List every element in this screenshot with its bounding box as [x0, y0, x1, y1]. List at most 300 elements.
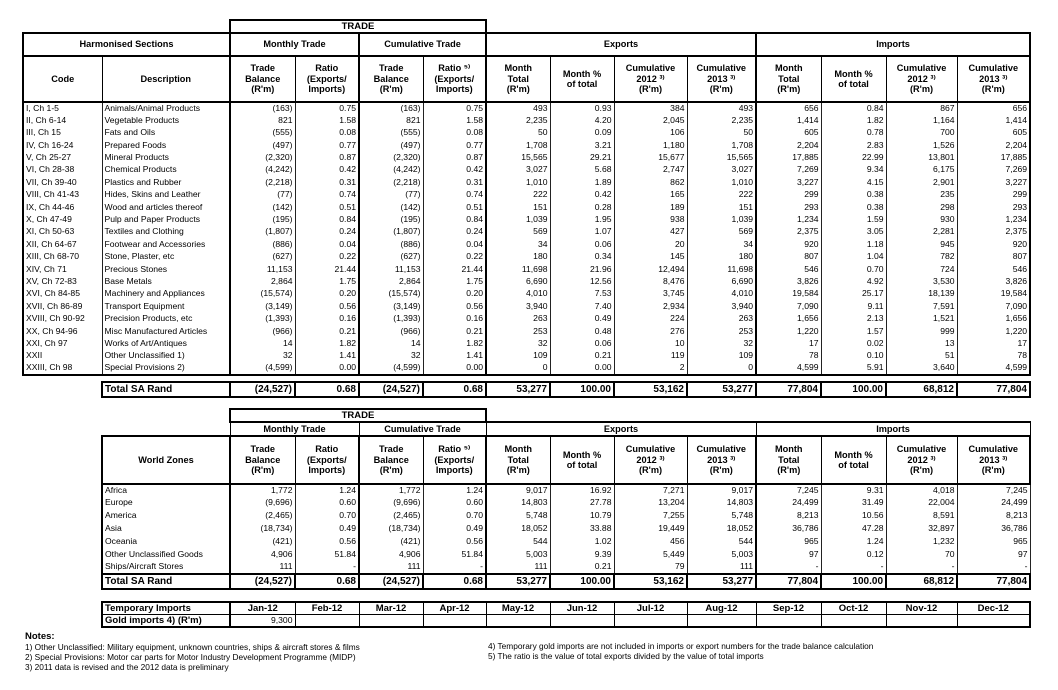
- total-ctb: (24,527): [359, 574, 423, 589]
- cell-im-mt: 605: [756, 127, 821, 139]
- zone-cell: Ships/Aircraft Stores: [102, 561, 230, 574]
- cell-im-c13: 78: [957, 350, 1030, 362]
- description-cell: Pulp and Paper Products: [102, 214, 230, 226]
- cell-im-pct: 25.17: [821, 288, 886, 300]
- cell-ex-c13: 50: [687, 127, 756, 139]
- description-cell: Chemical Products: [102, 164, 230, 176]
- cell-ex-c13: 151: [687, 201, 756, 213]
- cell-ex-pct: 5.68: [550, 164, 614, 176]
- cell-ex-pct: 0.34: [550, 251, 614, 263]
- cell-ex-pct: 12.56: [550, 275, 614, 287]
- table-row: [23, 325, 1030, 337]
- cell-im-pct: 1.18: [821, 238, 886, 250]
- cell-ex-mt: 0: [486, 362, 550, 374]
- total-im-pct: 100.00: [821, 574, 886, 589]
- cell-ratio: 1.75: [295, 275, 359, 287]
- cell-ctb: (18,734): [359, 522, 423, 535]
- cell-im-mt: 17: [756, 337, 821, 349]
- cell-tb: 11,153: [230, 263, 295, 275]
- cell-ex-pct: 1.02: [550, 535, 614, 548]
- cell-ex-pct: 0.06: [550, 337, 614, 349]
- monthly-trade-header-2: Monthly Trade: [230, 422, 359, 436]
- cell-ex-mt: 1,039: [486, 214, 550, 226]
- cell-cratio: 0.08: [423, 127, 486, 139]
- cell-ex-pct: 16.92: [550, 484, 614, 497]
- cell-im-pct: -: [821, 561, 886, 574]
- cell-tb: 14: [230, 337, 295, 349]
- world-zones-header: World Zones: [102, 436, 230, 484]
- month-header: Aug-12: [687, 602, 756, 615]
- cell-ratio: 0.75: [295, 102, 359, 114]
- cell-ex-c12: 79: [614, 561, 687, 574]
- cell-cratio: 1.24: [423, 484, 486, 497]
- cell-ratio: 0.42: [295, 164, 359, 176]
- cell-im-c13: 1,234: [957, 214, 1030, 226]
- description-cell: Footwear and Accessories: [102, 238, 230, 250]
- table-row: [23, 102, 1030, 114]
- code-cell: XIII, Ch 68-70: [23, 251, 102, 263]
- cell-im-mt: 965: [756, 535, 821, 548]
- cell-ex-pct: 0.28: [550, 201, 614, 213]
- code-cell: VIII, Ch 41-43: [23, 189, 102, 201]
- cell-ratio: 0.22: [295, 251, 359, 263]
- cell-ex-mt: 111: [486, 561, 550, 574]
- cell-ex-mt: 253: [486, 325, 550, 337]
- cell-ex-pct: 4.20: [550, 114, 614, 126]
- cell-im-pct: 0.78: [821, 127, 886, 139]
- cell-tb: (4,599): [230, 362, 295, 374]
- cell-ctb: (497): [359, 139, 423, 151]
- cell-ex-pct: 10.79: [550, 510, 614, 523]
- cell-ctb: (9,696): [359, 497, 423, 510]
- cell-cratio: -: [423, 561, 486, 574]
- cell-ex-mt: 493: [486, 102, 550, 114]
- cell-im-c12: 22,004: [886, 497, 957, 510]
- cell-ctb: (195): [359, 214, 423, 226]
- gold-imports-value: [423, 615, 486, 628]
- cell-im-mt: 807: [756, 251, 821, 263]
- cell-ratio: 0.31: [295, 176, 359, 188]
- total-label: Total SA Rand: [102, 574, 230, 589]
- code-cell: V, Ch 25-27: [23, 152, 102, 164]
- cell-im-pct: 47.28: [821, 522, 886, 535]
- cell-ratio: 1.41: [295, 350, 359, 362]
- cell-ctb: 111: [359, 561, 423, 574]
- cell-tb: (2,218): [230, 176, 295, 188]
- zone-cell: Europe: [102, 497, 230, 510]
- cell-im-mt: 7,245: [756, 484, 821, 497]
- total-im-c12: 68,812: [886, 382, 957, 397]
- gold-imports-value: [821, 615, 886, 628]
- description-cell: Plastics and Rubber: [102, 176, 230, 188]
- cell-cratio: 0.60: [423, 497, 486, 510]
- cell-ex-pct: 0.21: [550, 350, 614, 362]
- cell-im-c13: 7,269: [957, 164, 1030, 176]
- total-row: [102, 574, 1030, 589]
- cell-im-pct: 0.02: [821, 337, 886, 349]
- cell-im-mt: 8,213: [756, 510, 821, 523]
- cell-im-mt: 546: [756, 263, 821, 275]
- cell-ctb: (966): [359, 325, 423, 337]
- imports-header: Imports: [756, 33, 1030, 56]
- month-header: Jun-12: [550, 602, 614, 615]
- cell-tb: (163): [230, 102, 295, 114]
- cell-ex-mt: 50: [486, 127, 550, 139]
- total-ex-mt: 53,277: [486, 382, 550, 397]
- cell-ex-c13: 222: [687, 189, 756, 201]
- cell-ex-pct: 0.00: [550, 362, 614, 374]
- cell-ex-pct: 33.88: [550, 522, 614, 535]
- note-2: 2) Special Provisions: Motor car parts for Motor Industry Development Programme (MIDP): [25, 652, 356, 662]
- cell-ratio: 0.56: [295, 535, 359, 548]
- cell-ex-mt: 1,010: [486, 176, 550, 188]
- cell-im-mt: 293: [756, 201, 821, 213]
- cell-ctb: (1,807): [359, 226, 423, 238]
- ratio-header: Ratio (Exports/ Imports): [295, 56, 359, 102]
- month-header: May-12: [486, 602, 550, 615]
- zone-cell: Africa: [102, 484, 230, 497]
- cell-ratio: 0.60: [295, 497, 359, 510]
- trade-balance-header: Trade Balance (R'm): [230, 56, 295, 102]
- total-ratio: 0.68: [295, 382, 359, 397]
- cell-im-c13: -: [957, 561, 1030, 574]
- cell-ex-c12: 1,180: [614, 139, 687, 151]
- cell-tb: (9,696): [230, 497, 295, 510]
- cell-ex-mt: 5,748: [486, 510, 550, 523]
- total-cratio: 0.68: [423, 382, 486, 397]
- cell-ex-c13: 263: [687, 313, 756, 325]
- note-4: 4) Temporary gold imports are not included in imports or export numbers for the trade balance calculation: [488, 641, 874, 651]
- table-row: [23, 114, 1030, 126]
- table-row: [23, 226, 1030, 238]
- cell-im-c12: 2,281: [886, 226, 957, 238]
- cell-im-c13: 299: [957, 189, 1030, 201]
- cell-tb: (1,807): [230, 226, 295, 238]
- cell-im-c12: 32,897: [886, 522, 957, 535]
- gold-imports-value: [295, 615, 359, 628]
- cell-ex-c13: 253: [687, 325, 756, 337]
- month-header: Apr-12: [423, 602, 486, 615]
- cell-im-mt: 7,090: [756, 300, 821, 312]
- code-cell: XVIII, Ch 90-92: [23, 313, 102, 325]
- cell-im-c12: 945: [886, 238, 957, 250]
- cell-ex-c13: 1,708: [687, 139, 756, 151]
- imports-cum-2013-header: Cumulative 2013 ³⁾ (R'm): [957, 56, 1030, 102]
- description-cell: Vegetable Products: [102, 114, 230, 126]
- description-cell: Precision Products, etc: [102, 313, 230, 325]
- cell-tb: (18,734): [230, 522, 295, 535]
- cell-im-c12: 18,139: [886, 288, 957, 300]
- cell-im-c13: 3,826: [957, 275, 1030, 287]
- cell-cratio: 1.41: [423, 350, 486, 362]
- zone-cell: Asia: [102, 522, 230, 535]
- cell-im-mt: -: [756, 561, 821, 574]
- cell-cratio: 1.82: [423, 337, 486, 349]
- description-cell: Fats and Oils: [102, 127, 230, 139]
- cell-ex-c12: 165: [614, 189, 687, 201]
- cell-im-mt: 78: [756, 350, 821, 362]
- code-cell: XV, Ch 72-83: [23, 275, 102, 287]
- cell-ex-c12: 276: [614, 325, 687, 337]
- cell-ratio: 0.87: [295, 152, 359, 164]
- table-row: [23, 350, 1030, 362]
- table-row: [23, 300, 1030, 312]
- cell-ex-c12: 106: [614, 127, 687, 139]
- cell-im-mt: 36,786: [756, 522, 821, 535]
- cell-im-pct: 4.15: [821, 176, 886, 188]
- cell-im-c13: 8,213: [957, 510, 1030, 523]
- cell-ctb: 32: [359, 350, 423, 362]
- cell-im-c12: 1,521: [886, 313, 957, 325]
- cell-im-c12: 4,018: [886, 484, 957, 497]
- cell-ex-pct: 0.21: [550, 561, 614, 574]
- cell-ex-c13: 1,010: [687, 176, 756, 188]
- code-cell: XVII, Ch 86-89: [23, 300, 102, 312]
- cell-ex-c13: 544: [687, 535, 756, 548]
- cell-ex-mt: 222: [486, 189, 550, 201]
- cell-tb: (421): [230, 535, 295, 548]
- gold-imports-label: Gold imports 4) (R'm): [102, 615, 230, 628]
- month-header: Feb-12: [295, 602, 359, 615]
- cell-tb: 111: [230, 561, 295, 574]
- cell-ex-c13: 32: [687, 337, 756, 349]
- code-cell: XX, Ch 94-96: [23, 325, 102, 337]
- cell-im-c12: 1,232: [886, 535, 957, 548]
- zone-cell: America: [102, 510, 230, 523]
- cell-tb: (3,149): [230, 300, 295, 312]
- cell-im-c12: -: [886, 561, 957, 574]
- table-row: [23, 337, 1030, 349]
- gold-imports-value: 9,300: [230, 615, 295, 628]
- cell-im-pct: 0.12: [821, 548, 886, 561]
- note-1: 1) Other Unclassified: Military equipment, unknown countries, ships & aircraft stores & films: [25, 642, 360, 652]
- cell-im-c12: 2,901: [886, 176, 957, 188]
- gold-imports-value: [957, 615, 1030, 628]
- cell-ratio: 0.51: [295, 201, 359, 213]
- cell-ex-mt: 34: [486, 238, 550, 250]
- cell-im-c13: 1,220: [957, 325, 1030, 337]
- cell-ex-mt: 2,235: [486, 114, 550, 126]
- cell-cratio: 21.44: [423, 263, 486, 275]
- table-row: [23, 263, 1030, 275]
- cell-ex-c13: 18,052: [687, 522, 756, 535]
- note-3: 3) 2011 data is revised and the 2012 data is preliminary: [25, 662, 229, 672]
- gold-imports-value: [756, 615, 821, 628]
- cell-im-mt: 4,599: [756, 362, 821, 374]
- gold-imports-value: [614, 615, 687, 628]
- cell-ex-pct: 9.39: [550, 548, 614, 561]
- harmonised-total-row: [101, 381, 1031, 398]
- code-cell: XI, Ch 50-63: [23, 226, 102, 238]
- code-cell: I, Ch 1-5: [23, 102, 102, 114]
- cell-ctb: (77): [359, 189, 423, 201]
- cell-im-c12: 70: [886, 548, 957, 561]
- description-cell: Misc Manufactured Articles: [102, 325, 230, 337]
- cell-cratio: 0.31: [423, 176, 486, 188]
- cell-cratio: 0.75: [423, 102, 486, 114]
- code-cell: XXII: [23, 350, 102, 362]
- cell-im-mt: 2,375: [756, 226, 821, 238]
- cell-ex-c12: 384: [614, 102, 687, 114]
- cell-im-pct: 1.24: [821, 535, 886, 548]
- description-cell: Base Metals: [102, 275, 230, 287]
- total-cratio: 0.68: [423, 574, 486, 589]
- cell-im-c12: 13: [886, 337, 957, 349]
- cell-ratio: 1.24: [295, 484, 359, 497]
- cell-im-pct: 5.91: [821, 362, 886, 374]
- cell-ex-c12: 20: [614, 238, 687, 250]
- cell-ex-c12: 7,271: [614, 484, 687, 497]
- cell-ex-mt: 32: [486, 337, 550, 349]
- cell-tb: (497): [230, 139, 295, 151]
- cell-ex-c13: 5,003: [687, 548, 756, 561]
- cell-tb: (886): [230, 238, 295, 250]
- table-row: [102, 561, 1030, 574]
- month-header: Sep-12: [756, 602, 821, 615]
- cell-tb: (2,320): [230, 152, 295, 164]
- cell-im-c13: 1,656: [957, 313, 1030, 325]
- cell-tb: (77): [230, 189, 295, 201]
- cell-ex-c13: 180: [687, 251, 756, 263]
- cell-tb: (627): [230, 251, 295, 263]
- cell-cratio: 0.51: [423, 201, 486, 213]
- cell-ex-c13: 3,027: [687, 164, 756, 176]
- code-cell: X, Ch 47-49: [23, 214, 102, 226]
- total-ratio: 0.68: [295, 574, 359, 589]
- cell-im-mt: 3,826: [756, 275, 821, 287]
- month-header: Mar-12: [359, 602, 423, 615]
- cell-ex-c13: 1,039: [687, 214, 756, 226]
- description-cell: Textiles and Clothing: [102, 226, 230, 238]
- cell-im-c13: 19,584: [957, 288, 1030, 300]
- exports-month-total-header: Month Total (R'm): [486, 56, 550, 102]
- cell-ex-mt: 18,052: [486, 522, 550, 535]
- cell-ratio: 0.74: [295, 189, 359, 201]
- cell-im-c12: 999: [886, 325, 957, 337]
- cell-im-mt: 1,656: [756, 313, 821, 325]
- exports-header: Exports: [486, 33, 756, 56]
- table-row: [23, 238, 1030, 250]
- cell-cratio: 0.84: [423, 214, 486, 226]
- cell-im-c12: 782: [886, 251, 957, 263]
- description-header: Description: [102, 56, 230, 102]
- cell-ex-mt: 15,565: [486, 152, 550, 164]
- cumulative-trade-header-2: Cumulative Trade: [359, 422, 486, 436]
- cell-ctb: (142): [359, 201, 423, 213]
- total-ex-pct: 100.00: [550, 382, 614, 397]
- table-row: [23, 152, 1030, 164]
- cell-im-c12: 51: [886, 350, 957, 362]
- cell-im-mt: 656: [756, 102, 821, 114]
- cell-ctb: (3,149): [359, 300, 423, 312]
- cell-ctb: (163): [359, 102, 423, 114]
- cell-ex-c12: 862: [614, 176, 687, 188]
- cell-ratio: 0.70: [295, 510, 359, 523]
- cell-tb: (15,574): [230, 288, 295, 300]
- cell-im-c13: 807: [957, 251, 1030, 263]
- imports-month-total-header: Month Total (R'm): [756, 56, 821, 102]
- cell-ex-c12: 2,747: [614, 164, 687, 176]
- description-cell: Machinery and Appliances: [102, 288, 230, 300]
- table-row: [102, 510, 1030, 523]
- table-row: [23, 362, 1030, 374]
- trade-header-2: TRADE: [229, 408, 487, 423]
- code-cell: IX, Ch 44-46: [23, 201, 102, 213]
- cell-ctb: 11,153: [359, 263, 423, 275]
- cell-ex-c13: 11,698: [687, 263, 756, 275]
- month-header: Dec-12: [957, 602, 1030, 615]
- exports-cum-2013-header: Cumulative 2013 ³⁾ (R'm): [687, 56, 756, 102]
- cell-ex-pct: 0.49: [550, 313, 614, 325]
- cell-ex-pct: 0.48: [550, 325, 614, 337]
- cell-ex-pct: 0.93: [550, 102, 614, 114]
- cell-ex-c12: 189: [614, 201, 687, 213]
- monthly-trade-header: Monthly Trade: [230, 33, 359, 56]
- description-cell: Prepared Foods: [102, 139, 230, 151]
- cell-ex-c12: 13,204: [614, 497, 687, 510]
- cell-im-c13: 17,885: [957, 152, 1030, 164]
- cell-ctb: (421): [359, 535, 423, 548]
- table-row: [23, 164, 1030, 176]
- total-tb: (24,527): [230, 382, 295, 397]
- table-row: [23, 214, 1030, 226]
- gold-imports-value: [486, 615, 550, 628]
- total-ctb: (24,527): [359, 382, 423, 397]
- cell-ratio: 0.04: [295, 238, 359, 250]
- cell-ctb: 821: [359, 114, 423, 126]
- cell-ratio: 1.82: [295, 337, 359, 349]
- cell-im-c13: 920: [957, 238, 1030, 250]
- cell-ratio: 0.77: [295, 139, 359, 151]
- cumulative-trade-header: Cumulative Trade: [359, 33, 486, 56]
- cell-im-pct: 0.38: [821, 201, 886, 213]
- cell-ex-pct: 0.42: [550, 189, 614, 201]
- month-header: Nov-12: [886, 602, 957, 615]
- cell-im-c13: 7,245: [957, 484, 1030, 497]
- cell-ex-mt: 9,017: [486, 484, 550, 497]
- table-row: [102, 484, 1030, 497]
- table-row: [102, 548, 1030, 561]
- total-im-c12: 68,812: [886, 574, 957, 589]
- cell-ctb: (2,218): [359, 176, 423, 188]
- total-ex-c12: 53,162: [614, 574, 687, 589]
- cell-ratio: 21.44: [295, 263, 359, 275]
- cell-ex-pct: 1.95: [550, 214, 614, 226]
- cell-ex-mt: 1,708: [486, 139, 550, 151]
- cell-im-c13: 24,499: [957, 497, 1030, 510]
- cell-im-pct: 9.11: [821, 300, 886, 312]
- cell-ex-c12: 2,934: [614, 300, 687, 312]
- cum-trade-balance-header: Trade Balance (R'm): [359, 56, 423, 102]
- cell-ex-c13: 14,803: [687, 497, 756, 510]
- cell-cratio: 51.84: [423, 548, 486, 561]
- cell-im-pct: 9.31: [821, 484, 886, 497]
- cell-ex-c12: 938: [614, 214, 687, 226]
- total-im-pct: 100.00: [821, 382, 886, 397]
- code-cell: XVI, Ch 84-85: [23, 288, 102, 300]
- cell-cratio: 0.16: [423, 313, 486, 325]
- total-im-mt: 77,804: [756, 382, 821, 397]
- description-cell: Hides, Skins and Leather: [102, 189, 230, 201]
- cell-ctb: (886): [359, 238, 423, 250]
- cell-cratio: 0.24: [423, 226, 486, 238]
- month-header: Jul-12: [614, 602, 687, 615]
- cell-ctb: 4,906: [359, 548, 423, 561]
- cell-im-mt: 97: [756, 548, 821, 561]
- cell-ex-c13: 109: [687, 350, 756, 362]
- table-row: [23, 189, 1030, 201]
- code-cell: III, Ch 15: [23, 127, 102, 139]
